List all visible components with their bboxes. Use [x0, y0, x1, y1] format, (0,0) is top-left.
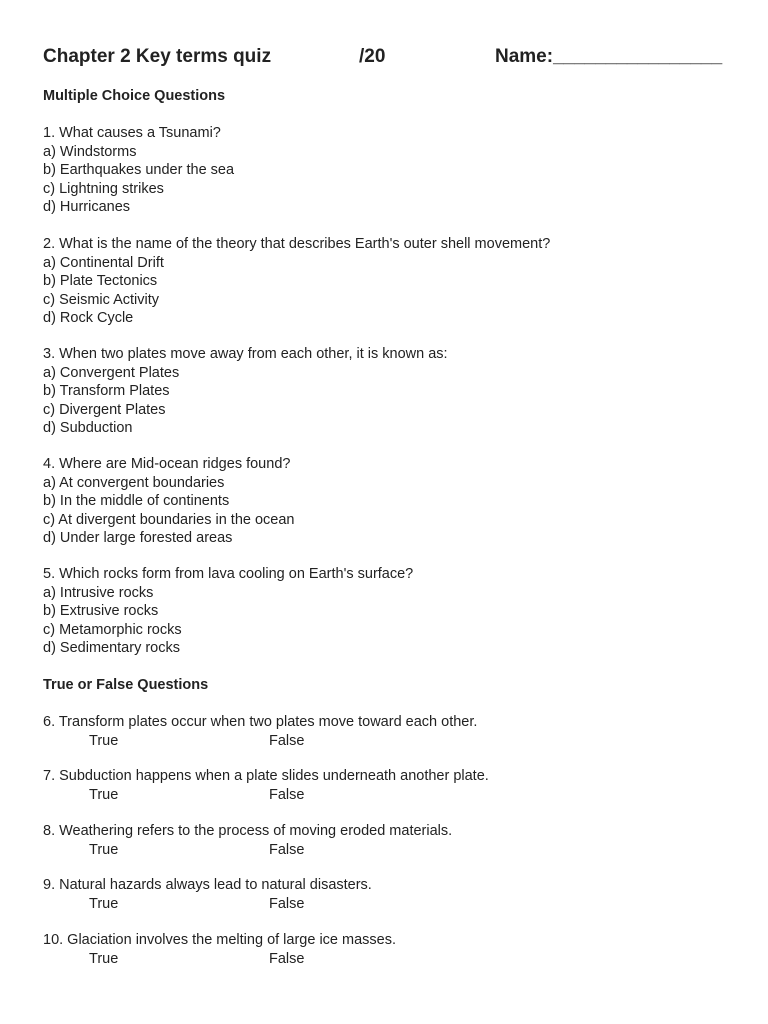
- answer-option-d: d) Rock Cycle: [43, 310, 134, 327]
- answer-option-b: b) In the middle of continents: [43, 493, 230, 510]
- answer-option-d: d) Sedimentary rocks: [43, 640, 180, 657]
- mcq-section-heading: Multiple Choice Questions: [43, 88, 226, 104]
- tf-question-8: [43, 822, 452, 859]
- question-text: 6. Transform plates occur when two plates move toward each other.: [43, 714, 478, 730]
- answer-option-a: a) At convergent boundaries: [43, 474, 225, 491]
- answer-option-a: a) Windstorms: [43, 143, 137, 160]
- mcq-question-5: [43, 565, 413, 658]
- answer-option-b: b) Transform Plates: [43, 383, 170, 400]
- tf-question-10: [43, 931, 396, 968]
- question-text: 5. Which rocks form from lava cooling on Earth's surface?: [43, 566, 414, 582]
- answer-option-b: b) Extrusive rocks: [43, 603, 159, 620]
- answer-option-c: c) Metamorphic rocks: [43, 621, 182, 638]
- quiz-title: Chapter 2 Key terms quiz: [43, 46, 272, 67]
- true-option: True: [89, 732, 119, 749]
- mcq-question-3: [43, 345, 448, 438]
- false-option: False: [269, 895, 305, 912]
- score-total: /20: [359, 46, 386, 67]
- tf-section-heading: True or False Questions: [43, 677, 209, 693]
- question-text: 4. Where are Mid-ocean ridges found?: [43, 456, 291, 472]
- false-option: False: [269, 786, 305, 803]
- answer-option-c: c) At divergent boundaries in the ocean: [43, 511, 295, 528]
- answer-option-d: d) Hurricanes: [43, 199, 131, 216]
- question-text: 8. Weathering refers to the process of moving eroded materials.: [43, 823, 453, 839]
- answer-option-b: b) Earthquakes under the sea: [43, 162, 235, 179]
- tf-question-9: [43, 876, 372, 913]
- true-false-options: [43, 732, 477, 751]
- answer-option-d: d) Under large forested areas: [43, 530, 233, 547]
- true-false-options: [43, 895, 372, 914]
- question-text: 9. Natural hazards always lead to natural disasters.: [43, 877, 372, 893]
- true-false-options: [43, 786, 489, 805]
- false-option: False: [269, 732, 305, 749]
- answer-option-a: a) Continental Drift: [43, 254, 164, 271]
- true-false-options: [43, 841, 452, 860]
- mcq-question-4: [43, 455, 295, 548]
- question-text: 2. What is the name of the theory that describes Earth's outer shell movement?: [43, 236, 551, 252]
- answer-option-c: c) Divergent Plates: [43, 401, 166, 418]
- answer-option-a: a) Convergent Plates: [43, 364, 180, 381]
- true-option: True: [89, 895, 119, 912]
- mcq-question-2: [43, 235, 550, 328]
- quiz-header: [43, 46, 733, 72]
- false-option: False: [269, 950, 305, 967]
- mcq-question-1: [43, 124, 234, 217]
- answer-option-c: c) Lightning strikes: [43, 180, 164, 197]
- question-text: 1. What causes a Tsunami?: [43, 125, 221, 141]
- tf-question-7: [43, 767, 489, 804]
- answer-option-c: c) Seismic Activity: [43, 291, 160, 308]
- answer-option-d: d) Subduction: [43, 420, 133, 437]
- true-option: True: [89, 841, 119, 858]
- question-text: 10. Glaciation involves the melting of large ice masses.: [43, 932, 397, 948]
- tf-question-6: [43, 713, 477, 750]
- true-false-options: [43, 950, 396, 969]
- true-option: True: [89, 786, 119, 803]
- question-text: 7. Subduction happens when a plate slides underneath another plate.: [43, 768, 489, 784]
- question-text: 3. When two plates move away from each other, it is known as:: [43, 346, 448, 362]
- false-option: False: [269, 841, 305, 858]
- name-field: Name:________________: [495, 46, 723, 67]
- true-option: True: [89, 950, 119, 967]
- answer-option-a: a) Intrusive rocks: [43, 584, 154, 601]
- answer-option-b: b) Plate Tectonics: [43, 273, 158, 290]
